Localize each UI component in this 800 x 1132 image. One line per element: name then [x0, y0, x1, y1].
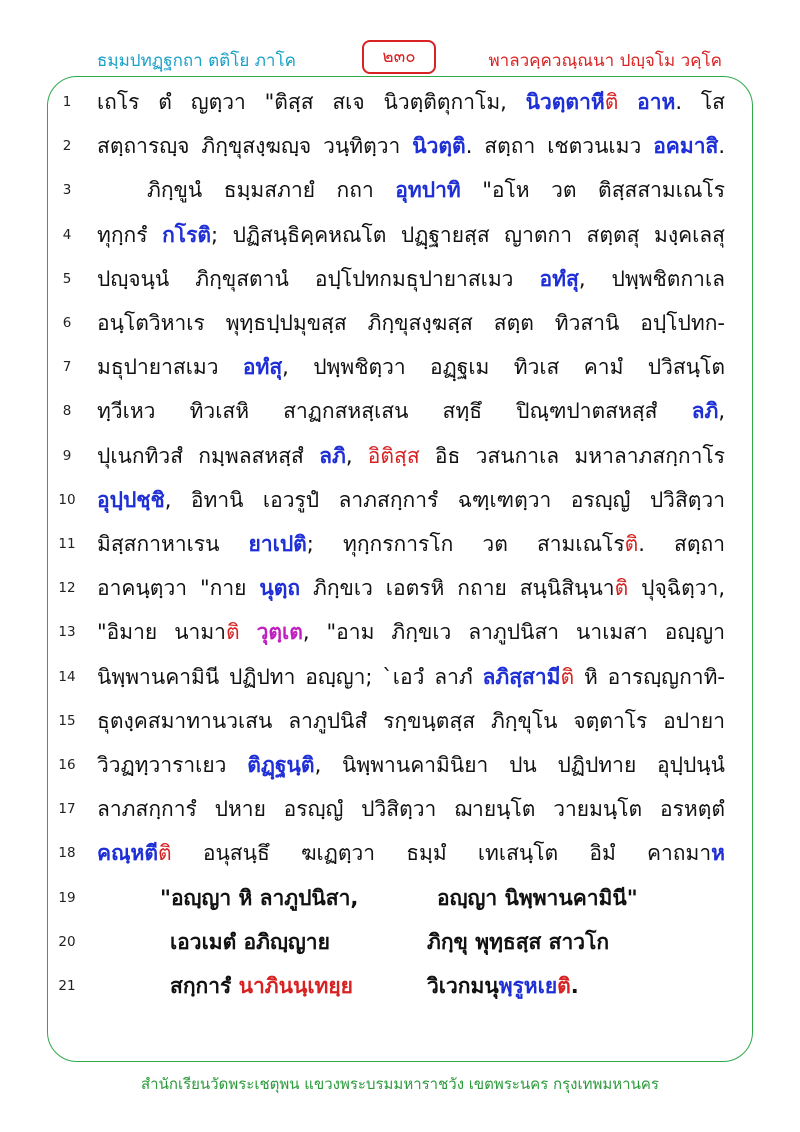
text-line — [0, 701, 800, 745]
text-segment: . — [718, 134, 725, 159]
line-number: 12 — [58, 580, 76, 597]
text-segment: ภิกฺขูนํ ธมฺมสภายํ กถา — [147, 178, 396, 203]
line-number: 13 — [58, 624, 76, 641]
text-line — [0, 170, 800, 214]
verse-second-half — [427, 922, 609, 962]
text-segment: อทํสุ — [539, 266, 579, 291]
verse-second-half — [437, 878, 638, 918]
text-line — [0, 126, 800, 170]
text-segment: อนฺโตวิหาเร พุทฺธปฺปมุขสฺส ภิกฺขุสงฺฆสฺส สตฺต ทิวสานิ อปฺโปทก- — [97, 311, 725, 335]
text-segment: , นิพฺพานคามินิยา ปน ปฏิปทาย อุปฺปนฺนํ — [314, 753, 725, 777]
text-segment: ทุกฺกรํ — [97, 222, 163, 247]
text-segment: ภิกฺขเว เอตรหิ กถาย สนฺนิสินฺนา — [300, 576, 615, 601]
text-segment: วิวฏทฺวาราเยว — [97, 753, 248, 777]
text-segment: เถโร ตํ ญตฺวา "ติสฺส สเจ นิวตฺติตุกาโม, — [97, 90, 526, 114]
line-number: 9 — [62, 447, 72, 464]
text-line — [0, 82, 800, 126]
text-segment: ติ — [560, 664, 575, 689]
text-segment: อนุสนฺธึ ฆเฏตฺวา ธมฺมํ เทเสนฺโต อิมํ คาถมา — [171, 841, 712, 866]
text-segment: มิสฺสกาหาเรน — [97, 532, 249, 556]
text-segment: ปุเนกทิวสํ กมฺพลสหสฺสํ — [97, 443, 320, 468]
text-line — [0, 568, 800, 612]
text-segment: ; ปฏิสนฺธิคฺคหณโต ปฏฺฐายสฺส ญาตกา สตฺตสุ มงฺคเลสุ — [211, 222, 725, 247]
line-number: 20 — [58, 933, 76, 950]
text-segment: ติ — [624, 532, 639, 556]
line-text — [97, 82, 725, 122]
text-segment: สตฺถารญฺจ ภิกฺขุสงฺฆญฺจ วนฺทิตฺวา — [97, 134, 413, 159]
line-text — [97, 789, 725, 829]
text-line — [0, 480, 800, 524]
text-segment: นาภินนฺเทยฺย — [238, 974, 353, 998]
text-segment: ติ — [225, 620, 240, 645]
text-segment: พฺรูหเย — [498, 974, 558, 998]
footer-institution: สำนักเรียนวัดพระเชตุพน แขวงพระบรมมหาราชวัง เขตพระนคร กรุงเทพมหานคร — [141, 1075, 659, 1093]
book-title: ธมฺมปทฏฺฐกถา ตติโย ภาโค — [97, 51, 296, 71]
line-number: 2 — [62, 138, 72, 155]
line-text — [97, 612, 725, 652]
text-line — [0, 347, 800, 391]
text-segment: ติ — [158, 841, 172, 866]
text-segment: ทฺวีเหว ทิวเสหิ สาฏกสหสฺเสน สทฺธึ ปิณฺฑปาตสหสฺสํ — [97, 399, 692, 424]
line-text — [97, 347, 725, 387]
page-number: ๒๓๐ — [362, 40, 436, 74]
line-text — [97, 657, 725, 697]
line-text — [97, 480, 725, 520]
line-text — [97, 215, 725, 255]
text-segment: ธุตงฺคสมาทานวเสน ลาภูปนิสํ รกฺขนฺตสฺส ภิกฺขุโน จตฺตาโร อปายา — [97, 708, 725, 733]
text-segment: . — [570, 974, 579, 998]
text-segment: อาคนฺตฺวา "กาย — [97, 576, 260, 601]
line-number: 7 — [62, 359, 72, 376]
verse-line — [0, 878, 800, 922]
line-text — [97, 524, 725, 564]
verse-first-half — [170, 966, 353, 1006]
line-number: 17 — [58, 801, 76, 818]
text-segment: วุตฺเต — [256, 620, 303, 645]
text-line — [0, 612, 800, 656]
line-number: 18 — [58, 845, 76, 862]
text-segment: สกฺการํ — [170, 974, 239, 998]
text-segment: ภิกฺขุ พุทฺธสฺส สาวโก — [427, 929, 610, 954]
page-header — [0, 0, 800, 80]
line-text — [97, 391, 725, 431]
text-line — [0, 391, 800, 435]
verse-line — [0, 966, 800, 1010]
verse-second-half — [427, 966, 579, 1006]
text-segment: , ปพฺพชิตฺวา อฏฺฐเม ทิวเส คามํ ปวิสนฺโต — [282, 355, 725, 380]
text-segment: มธุปายาสเมว — [97, 355, 243, 380]
text-segment: "อิมาย นามา — [97, 620, 226, 645]
text-segment — [618, 90, 637, 114]
text-line — [0, 436, 800, 480]
line-number: 15 — [58, 712, 76, 729]
text-segment: ลภิสฺสามี — [482, 664, 561, 689]
chapter-title: พาลวคฺควณฺณนา ปญฺจโม วคฺโค — [488, 51, 722, 71]
text-line — [0, 215, 800, 259]
text-segment — [240, 620, 257, 644]
text-segment: อิติสฺส — [367, 443, 420, 468]
verse-first-half — [170, 922, 330, 962]
text-segment: อุปฺปชฺชิ — [97, 487, 165, 512]
text-line — [0, 303, 800, 347]
line-text — [147, 170, 725, 210]
text-segment: อทํสุ — [242, 355, 283, 380]
text-segment: . สตฺถา — [638, 532, 725, 556]
text-segment: ติฏฺฐนฺติ — [247, 753, 315, 777]
line-text — [97, 126, 725, 166]
text-segment: ลภิ — [319, 443, 346, 468]
verse-first-half — [160, 878, 358, 918]
text-segment: ติ — [557, 974, 571, 998]
line-number: 11 — [58, 536, 76, 552]
line-number: 4 — [62, 226, 72, 243]
line-text — [97, 745, 725, 785]
text-segment: นุตฺถ — [259, 576, 301, 601]
line-text — [97, 568, 725, 608]
text-segment: , ปพฺพชิตกาเล — [578, 266, 725, 291]
text-segment: อญฺญา นิพฺพานคามินี" — [437, 885, 638, 910]
line-number: 21 — [58, 978, 76, 994]
text-segment: . สตฺถา เชตวนเมว — [465, 134, 654, 159]
text-segment: กโรติ — [162, 222, 212, 247]
line-text — [97, 303, 725, 343]
line-text — [97, 833, 725, 873]
line-number: 19 — [58, 889, 76, 906]
text-segment: อิธ วสนกาเล มหาลาภสกฺกาโร — [419, 443, 725, 468]
text-segment: , อิทานิ เอวรูปํ ลาภสกฺการํ ฉฑฺเฑตฺวา อรญฺญํ ปวิสิตฺวา — [164, 487, 725, 512]
text-segment: ปุจฺฉิตฺวา, — [628, 576, 725, 601]
text-segment: ปญฺจนฺนํ ภิกฺขุสตานํ อปฺโปทกมธุปายาสเมว — [97, 266, 540, 291]
text-segment: นิพฺพานคามินี ปฏิปทา อญฺญา; `เอวํ ลาภํ — [97, 664, 483, 689]
text-segment: "อโห วต ติสฺสสามเณโร — [460, 178, 725, 203]
verse-line — [0, 922, 800, 966]
line-number: 8 — [62, 403, 72, 420]
text-line — [0, 657, 800, 701]
line-number: 5 — [62, 270, 72, 287]
line-number: 3 — [62, 182, 72, 199]
text-segment: , — [718, 399, 725, 424]
text-segment: เอวเมตํ อภิญฺญาย — [170, 929, 330, 954]
text-segment: หิ อารญฺญกาทิ- — [574, 664, 725, 689]
line-text — [97, 259, 725, 299]
line-number: 1 — [62, 94, 72, 110]
text-segment: . โส — [675, 90, 725, 114]
text-segment: คณฺหตี — [97, 841, 159, 866]
text-line — [0, 833, 800, 877]
text-line — [0, 259, 800, 303]
text-segment: , — [345, 443, 368, 468]
line-text — [97, 701, 725, 741]
line-text — [97, 436, 725, 476]
text-line — [0, 789, 800, 833]
line-number: 16 — [58, 757, 76, 773]
text-segment: ยาเปติ — [248, 532, 307, 556]
line-number: 14 — [58, 668, 76, 685]
text-segment: ; ทุกฺกรการโก วต สามเณโร — [306, 532, 625, 556]
text-segment: นิวตฺติ — [412, 134, 466, 159]
text-segment: นิวตฺตาหี — [525, 90, 605, 114]
text-line — [0, 745, 800, 789]
text-segment: อาห — [637, 90, 676, 114]
text-segment: , "อาม ภิกฺขเว ลาภูปนิสา นาเมสา อญฺญา — [302, 620, 725, 645]
text-segment: อุทปาทิ — [395, 178, 461, 203]
text-segment: ห — [711, 841, 725, 866]
text-segment: วิเวกมนุ — [427, 974, 499, 998]
text-segment: "อญฺญา หิ ลาภูปนิสา, — [160, 885, 359, 910]
text-line — [0, 524, 800, 568]
line-number: 6 — [62, 315, 72, 331]
text-segment: ลาภสกฺการํ ปหาย อรญฺญํ ปวิสิตฺวา ฌายนฺโต วายมนฺโต อรหตฺตํ — [97, 797, 725, 822]
text-segment: อคมาสิ — [653, 134, 719, 159]
line-number: 10 — [58, 491, 76, 508]
text-segment: ลภิ — [691, 399, 719, 424]
text-segment: ติ — [614, 576, 629, 601]
text-segment: ติ — [604, 90, 619, 114]
